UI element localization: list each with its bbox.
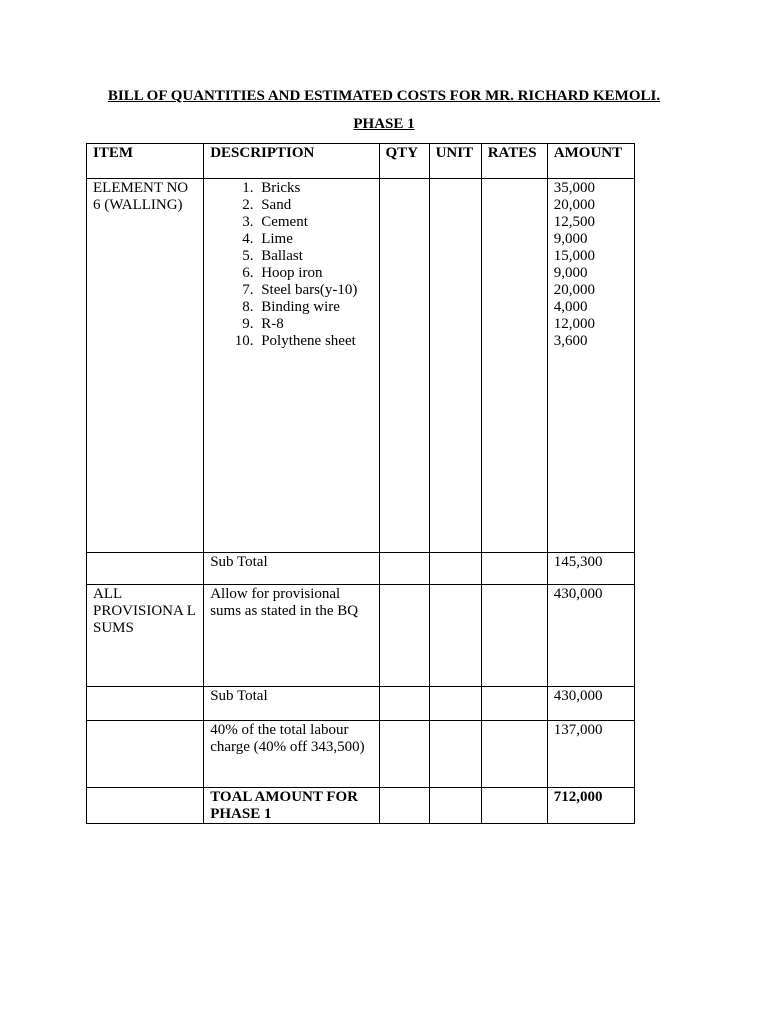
labour-amount: 137,000 — [553, 722, 603, 738]
walling-qty-cell — [379, 179, 429, 553]
subtotal-amount: 430,000 — [553, 688, 603, 704]
walling-item-cell — [87, 179, 204, 553]
material-item: 7. Steel bars(y-10) — [257, 282, 372, 299]
material-amount: 9,000 — [553, 265, 588, 281]
provisional-item: ALL PROVISIONA L SUMS — [93, 586, 196, 636]
walling-item: ELEMENT NO 6 (WALLING) — [93, 180, 189, 213]
document-subtitle: PHASE 1 — [353, 116, 415, 132]
material-amount: 20,000 — [553, 197, 596, 213]
total-label: TOAL AMOUNT FOR PHASE 1 — [210, 789, 359, 822]
material-amount: 9,000 — [553, 231, 588, 247]
header-unit: UNIT — [429, 144, 481, 179]
material-amount: 35,000 — [553, 180, 596, 196]
material-item: 5. Ballast — [257, 248, 372, 265]
subtotal-label: Sub Total — [210, 554, 268, 570]
document-title: BILL OF QUANTITIES AND ESTIMATED COSTS FOR MR. RICHARD KEMOLI. — [107, 88, 661, 104]
table-header-row — [87, 144, 635, 179]
material-amount: 15,000 — [553, 248, 596, 264]
material-item: 4. Lime — [257, 231, 372, 248]
material-item: 2. Sand — [257, 197, 372, 214]
material-amount: 20,000 — [553, 282, 596, 298]
material-item: 3. Cement — [257, 214, 372, 231]
material-amount: 12,000 — [553, 316, 596, 332]
labour-description: 40% of the total labour charge (40% off 343,500) — [210, 722, 365, 755]
material-amount: 12,500 — [553, 214, 596, 230]
table-row-labour — [87, 721, 635, 788]
provisional-amount: 430,000 — [553, 586, 603, 602]
table-row-provisional — [87, 585, 635, 687]
material-amount: 4,000 — [553, 299, 588, 315]
header-qty: QTY — [379, 144, 429, 179]
material-item: 6. Hoop iron — [257, 265, 372, 282]
material-item: 1. Bricks — [257, 180, 372, 197]
table-row-subtotal-provisional — [87, 687, 635, 721]
walling-unit-cell — [429, 179, 481, 553]
subtotal-label: Sub Total — [210, 688, 268, 704]
walling-rates-cell — [481, 179, 547, 553]
header-description: DESCRIPTION — [204, 144, 379, 179]
walling-description-cell — [204, 179, 379, 553]
walling-amount-cell — [547, 179, 634, 553]
bill-of-quantities-table — [86, 143, 635, 824]
total-amount: 712,000 — [553, 789, 603, 805]
material-item: 10. Polythene sheet — [257, 333, 372, 350]
table-row-total — [87, 788, 635, 824]
provisional-description: Allow for provisional sums as stated in the BQ — [210, 586, 359, 619]
table-row-subtotal-walling — [87, 553, 635, 585]
header-rates: RATES — [481, 144, 547, 179]
materials-list — [210, 180, 372, 350]
material-item: 8. Binding wire — [257, 299, 372, 316]
header-amount: AMOUNT — [547, 144, 634, 179]
header-item: ITEM — [87, 144, 204, 179]
subtotal-amount: 145,300 — [553, 554, 603, 570]
material-amount: 3,600 — [553, 333, 588, 349]
material-item: 9. R-8 — [257, 316, 372, 333]
material-amounts — [554, 179, 628, 350]
table-row-walling — [87, 179, 635, 553]
